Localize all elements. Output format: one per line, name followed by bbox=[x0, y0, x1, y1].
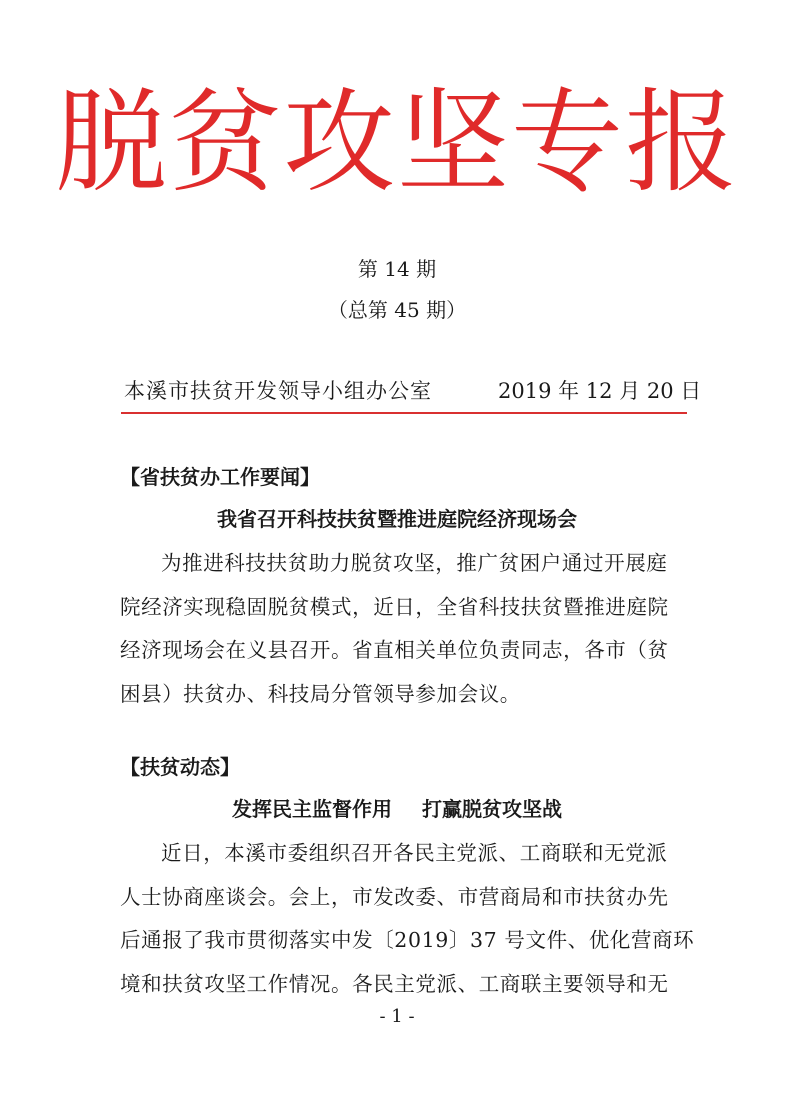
body-line: 困县）扶贫办、科技局分管领导参加会议。 bbox=[120, 681, 521, 706]
article-body bbox=[120, 542, 680, 716]
body-line: 人士协商座谈会。会上，市发改委、市营商局和市扶贫办先 bbox=[120, 884, 669, 909]
body-line: 经济现场会在义县召开。省直相关单位负责同志，各市（贫 bbox=[120, 638, 669, 662]
article-title bbox=[0, 794, 794, 824]
issue-total: （总第 45 期） bbox=[327, 298, 467, 322]
article-body bbox=[120, 832, 695, 1006]
body-line: 院经济实现稳固脱贫模式，近日，全省科技扶贫暨推进庭院 bbox=[120, 594, 669, 619]
publisher-org: 本溪市扶贫开发领导小组办公室 bbox=[124, 379, 432, 403]
issue-number: 第 14 期 bbox=[357, 257, 437, 281]
header-rule bbox=[121, 412, 687, 414]
article-title-part: 发挥民主监督作用 bbox=[232, 797, 392, 821]
masthead-title: 脱贫攻坚专报 bbox=[55, 78, 739, 208]
section-heading: 【省扶贫办工作要闻】 bbox=[120, 465, 320, 489]
article-title-part: 打赢脱贫攻坚战 bbox=[422, 797, 562, 821]
page-number: - 1 - bbox=[379, 1006, 415, 1027]
body-line: 后通报了我市贯彻落实中发〔2019〕37 号文件、优化营商环 bbox=[120, 928, 695, 952]
article-title: 我省召开科技扶贫暨推进庭院经济现场会 bbox=[217, 507, 577, 531]
body-line: 境和扶贫攻坚工作情况。各民主党派、工商联主要领导和无 bbox=[120, 971, 669, 996]
body-line: 近日，本溪市委组织召开各民主党派、工商联和无党派 bbox=[161, 841, 668, 865]
section-heading: 【扶贫动态】 bbox=[120, 755, 240, 779]
body-line: 为推进科技扶贫助力脱贫攻坚，推广贫困户通过开展庭 bbox=[161, 551, 668, 575]
publish-date: 2019 年 12 月 20 日 bbox=[498, 379, 702, 403]
